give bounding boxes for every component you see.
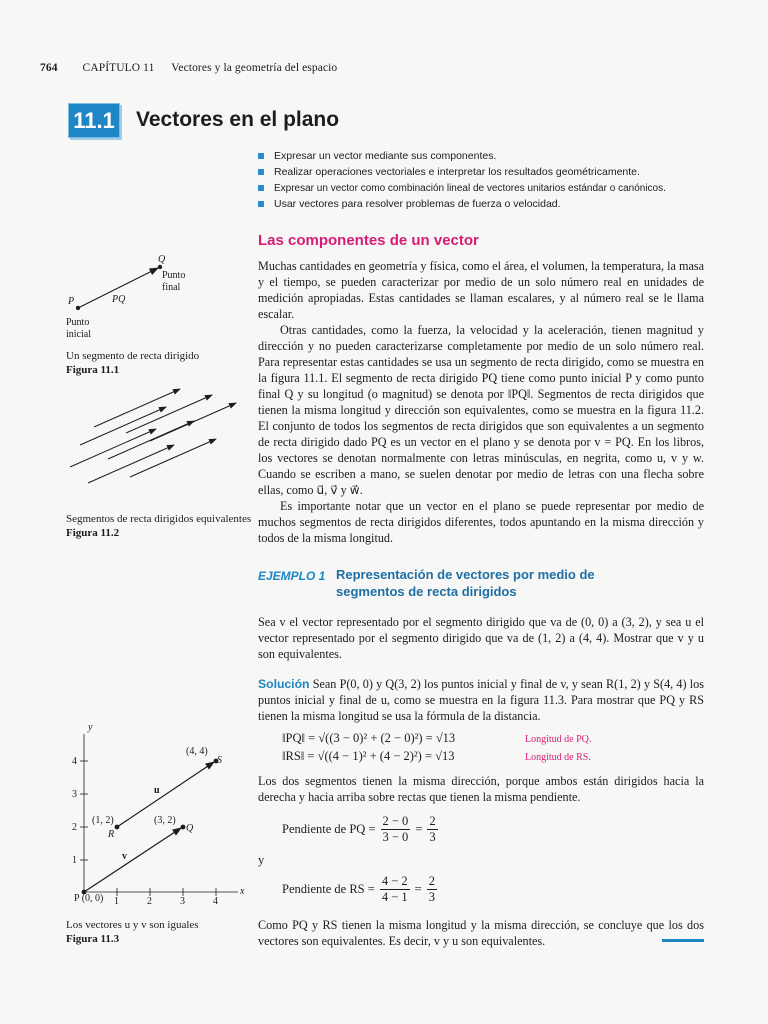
fig3-s-coords: (4, 4)	[186, 746, 208, 757]
objective-item: Expresar un vector como combinación lineal de vectores unitarios estándar o canónicos.	[258, 180, 708, 196]
point-q	[181, 825, 186, 830]
and-text: y	[258, 853, 265, 867]
objective-item: Expresar un vector mediante sus componentes.	[258, 148, 708, 164]
point-p	[76, 306, 80, 310]
point-q	[158, 265, 162, 269]
subheading: Las componentes de un vector	[258, 232, 479, 249]
example-label: EJEMPLO 1	[258, 569, 326, 583]
figure-11-3-caption: Los vectores u y v son iguales Figura 11.3	[66, 919, 199, 945]
fig3-y-tick: 3	[72, 789, 77, 800]
point-r	[115, 825, 120, 830]
figure-11-2-caption: Segmentos de recta dirigidos equivalentes Figura 11.2	[66, 513, 252, 539]
equation-pq-length: ‖PQ‖ = √((3 − 0)² + (2 − 0)²) = √13	[282, 731, 456, 745]
fig3-y-tick: 2	[72, 822, 77, 833]
body-text	[258, 258, 704, 546]
bullet-square-icon	[258, 201, 264, 207]
running-header	[40, 62, 337, 74]
fig3-x-tick: 1	[114, 896, 119, 907]
fig3-x-tick: 4	[213, 896, 218, 907]
paragraph-1: Muchas cantidades en geometría y física, como el área, el volumen, la temperatura, la masa y el tiempo, se pueden caracterizar por medio de un solo número real en unidades de medición apropiadas. Estas cantidades se llaman escalares, y al número real se le llama escalar.	[258, 259, 705, 321]
solution-text: Sean P(0, 0) y Q(3, 2) los puntos inicial y final de v, y sean R(1, 2) y S(4, 4) los puntos inicial y final de u, como se muestra en la figura 11.3. Para mostrar que PQ y RS tienen la misma longitud se usa la fórmula de la distancia.	[258, 677, 704, 723]
fig3-r-label: R	[108, 829, 115, 840]
slope-rs: Pendiente de RS = $\frac{4 - 2}{4 - 1}$ = $\frac{2}{3}$	[282, 874, 435, 904]
fig3-y-tick: 4	[72, 756, 77, 767]
slope-pq: Pendiente de PQ = $\frac{2 - 0}{3 - 0}$ = $\frac{2}{3}$	[282, 814, 436, 844]
equivalent-segments	[70, 389, 236, 483]
fig3-p-label: P (0, 0)	[74, 893, 104, 904]
bullet-square-icon	[258, 153, 264, 159]
fig1-final-label: Punto final	[162, 270, 186, 293]
fig3-q-label: Q	[186, 823, 194, 834]
end-of-example-rule	[662, 939, 704, 942]
bullet-square-icon	[258, 185, 264, 191]
example-statement: Sea v el vector representado por el segmento dirigido que va de (0, 0) a (3, 2), y sea u el vector representado por el segmento dirigido que va de (1, 2) a (4, 4). Mostrar que v y u son equivalentes.	[258, 615, 704, 661]
equation-rs-length: ‖RS‖ = √((4 − 1)² + (4 − 2)²) = √13	[282, 749, 455, 763]
page-number: 764	[40, 62, 58, 74]
fig3-x-tick: 3	[180, 896, 185, 907]
fig3-u-label: u	[154, 785, 160, 796]
fig3-r-coords: (1, 2)	[92, 815, 114, 826]
paragraph-3: Es importante notar que un vector en el plano se puede representar por medio de muchos segmentos de recta dirigidos diferentes, todos apuntando en la misma dirección y todos de la misma longitud.	[258, 499, 704, 545]
fig3-s-label: S	[217, 755, 222, 766]
fig3-q-coords: (3, 2)	[154, 815, 176, 826]
fraction: $\frac{4 - 2}{4 - 1}$	[381, 874, 408, 904]
note-pq-length: Longitud de PQ.	[525, 734, 592, 745]
note-rs-length: Longitud de RS.	[525, 752, 591, 763]
axis-ticks	[80, 761, 216, 896]
fig3-x-axis-label: x	[240, 886, 245, 897]
example-title: Representación de vectores por medio de segmentos de recta dirigidos	[336, 567, 595, 599]
fig1-initial-label: Punto inicial	[66, 317, 91, 340]
solution-label: Solución	[258, 677, 310, 691]
figure-11-2-diagram	[60, 385, 250, 495]
direction-text: Los dos segmentos tienen la misma dirección, porque ambos están dirigidos hacia la derecha y hacia arriba sobre rectas que tienen la misma pendiente.	[258, 774, 704, 804]
fig3-y-tick: 1	[72, 855, 77, 866]
fig1-pq-label: PQ	[112, 294, 126, 305]
objective-item: Usar vectores para resolver problemas de fuerza o velocidad.	[258, 196, 708, 212]
fig3-v-label: v	[122, 851, 127, 862]
fig3-y-axis-label: y	[88, 722, 93, 733]
solution-block	[258, 676, 704, 724]
fig3-x-tick: 2	[147, 896, 152, 907]
figure-11-1-caption: Un segmento de recta dirigido Figura 11.1	[66, 350, 200, 376]
fraction: $\frac{2}{3}$	[429, 814, 436, 844]
chapter-label: CAPÍTULO 11	[82, 62, 155, 74]
vector-v-segment	[84, 828, 181, 892]
fraction: $\frac{2 - 0}{3 - 0}$	[382, 814, 409, 844]
fig1-p-label: P	[68, 296, 75, 307]
chapter-title: Vectores y la geometría del espacio	[171, 62, 338, 74]
objective-item: Realizar operaciones vectoriales e interpretar los resultados geométricamente.	[258, 164, 708, 180]
paragraph-2: Otras cantidades, como la fuerza, la velocidad y la aceleración, tienen magnitud y dirección y no pueden caracterizarse completamente por medio de un solo número real. Para representar estas cantidades se usa un segmento de recta dirigido, como se muestra en la figura 11.1. El segmento de recta dirigido PQ tiene como punto inicial P y como punto final Q y su longitud (o magnitud) se denota por ‖PQ‖. Segmentos de recta dirigidos que tienen la misma longitud y dirección son equivalentes, como se muestra en la figura 11.2. El conjunto de todos los segmentos de recta dirigidos que son equivalentes a un segmento de recta dirigido dado PQ es un vector en el plano y se denota por v = PQ. En los libros, los vectores se denotan normalmente con letras minúsculas, en negrita, como u, v y w. Cuando se escriben a mano, se suelen denotar por medio de letras con una flecha sobre ellas, como u⃗, v⃗ y w⃗.	[258, 323, 704, 497]
section-title: Vectores en el plano	[136, 108, 340, 131]
fraction: $\frac{2}{3}$	[428, 874, 435, 904]
conclusion-text: Como PQ y RS tienen la misma longitud y la misma dirección, se concluye que los dos vectores son equivalentes. Es decir, v y u son equivalentes.	[258, 918, 704, 948]
bullet-square-icon	[258, 169, 264, 175]
fig1-q-label: Q	[158, 254, 166, 265]
section-number-badge: 11.1	[68, 103, 120, 138]
objectives-list	[258, 148, 708, 212]
